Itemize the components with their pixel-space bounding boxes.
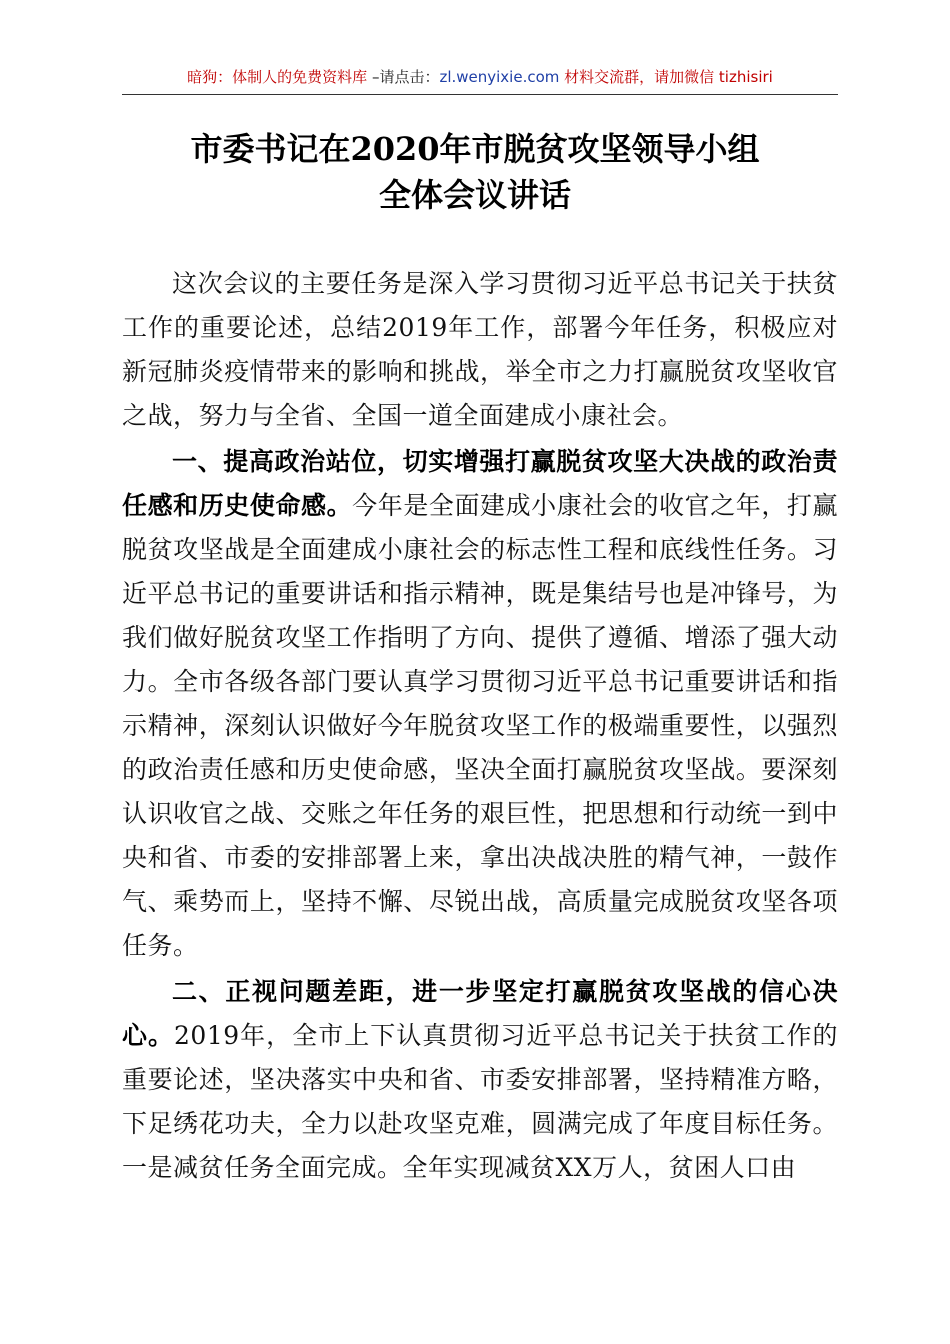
paragraph-section-2 <box>122 970 838 1190</box>
title-line-2: 全体会议讲话 <box>378 176 571 214</box>
header-contact: 材料交流群，请加微信 tizhisiri <box>559 68 773 86</box>
section-2-heading: 二、正视问题差距，进一步坚定打赢脱贫攻坚战的信心决心。 <box>122 977 838 1050</box>
section-1-text: 今年是全面建成小康社会的收官之年，打赢脱贫攻坚战是全面建成小康社会的标志性工程和底线性任务。习近平总书记的重要讲话和指示精神，既是集结号也是冲锋号，为我们做好脱贫攻坚工作指明了方向、提供了遵循、增添了强大动力。全市各级各部门要认真学习贯彻习近平总书记重要讲话和指示精神，深刻认识做好今年脱贫攻坚工作的极端重要性，以强烈的政治责任感和历史使命感，坚决全面打赢脱贫攻坚战。要深刻认识收官之战、交账之年任务的艰巨性，把思想和行动统一到中央和省、市委的安排部署上来，拿出决战决胜的精气神，一鼓作气、乘势而上，坚持不懈、尽锐出战，高质量完成脱贫攻坚各项任务。 <box>122 491 838 960</box>
document-header <box>122 66 838 92</box>
section-2-text: 2019年，全市上下认真贯彻习近平总书记关于扶贫工作的重要论述，坚决落实中央和省、市委安排部署，坚持精准方略，下足绣花功夫，全力以赴攻坚克难，圆满完成了年度目标任务。一是减贫任务全面完成。全年实现减贫XX万人，贫困人口由 <box>122 1021 838 1182</box>
document-title <box>100 126 850 218</box>
paragraph-intro <box>122 262 838 438</box>
title-line-1: 市委书记在2020年市脱贫攻坚领导小组 <box>190 130 760 168</box>
header-divider <box>122 94 838 95</box>
header-url-link[interactable]: zl.wenyixie.com <box>439 68 560 86</box>
header-site-name: 暗狗：体制人的免费资料库 <box>187 68 368 86</box>
header-click-label: –请点击： <box>367 68 440 86</box>
paragraph-intro-text: 这次会议的主要任务是深入学习贯彻习近平总书记关于扶贫工作的重要论述，总结2019年工作，部署今年任务，积极应对新冠肺炎疫情带来的影响和挑战，举全市之力打赢脱贫攻坚收官之战，努力与全省、全国一道全面建成小康社会。 <box>122 269 838 430</box>
document-body <box>122 262 838 1192</box>
section-1-heading: 一、提高政治站位，切实增强打赢脱贫攻坚大决战的政治责任感和历史使命感。 <box>122 447 838 520</box>
paragraph-section-1 <box>122 440 838 968</box>
